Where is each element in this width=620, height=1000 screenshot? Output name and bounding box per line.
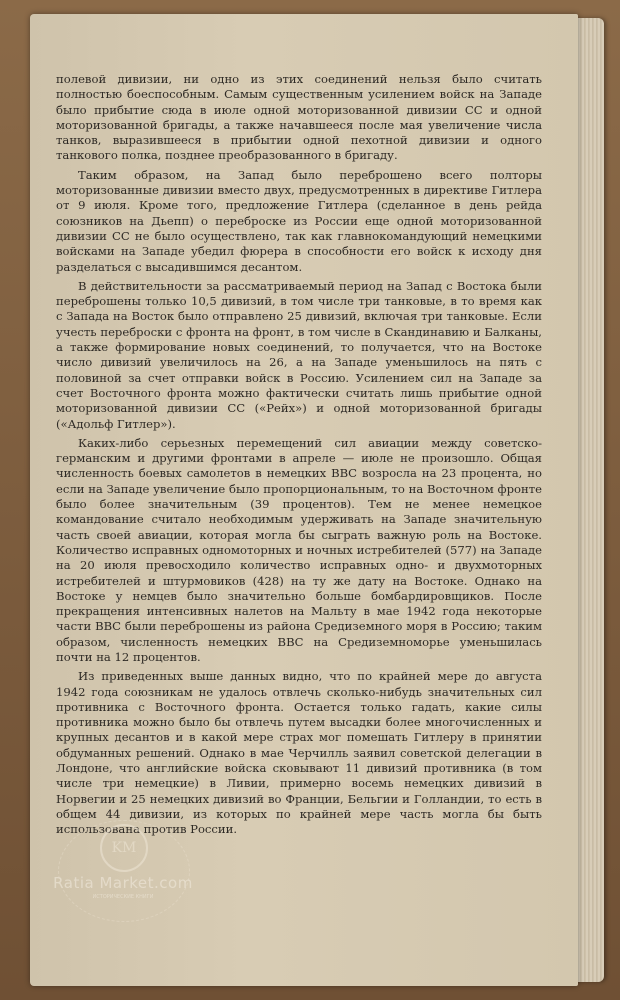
watermark: [48, 820, 198, 930]
paragraph-1: полевой дивизии, ни одно из этих соединений нельзя было считать полностью боеспособным. Самым существенным усилением войск на Западе было прибытие сюда в июле одной моторизованной дивизии СС и одной моторизованной бригады, а также начавшееся после мая увеличение числа танков, выразившееся в прибытии одной пехотной дивизии и одного танкового полка, позднее преобразованного в бригаду.: [56, 72, 542, 163]
page-text: [56, 72, 542, 842]
paragraph-2: Таким образом, на Запад было переброшено всего полторы моторизованные дивизии вместо двух, предусмотренных в директиве Гитлера от 9 июля. Кроме того, предложение Гитлера (сделанное в день рейда союзников на Дьепп) о переброске из России еще одной моторизованной дивизии СС не было осуществлено, так как главнокомандующий немецкими войсками на Западе убедил фюрера в способности его войск к исходу дня разделаться с высадившимся десантом.: [56, 167, 542, 274]
paragraph-3: В действительности за рассматриваемый период на Запад с Востока были переброшены только 10,5 дивизий, в том числе три танковые, в то время как с Запада на Восток было отправлено 25 дивизий, включая три танковые. Если учесть переброски с фронта на фронт, в том числе в Скандинавию и Балканы, а также формирование новых соединений, то получается, что на Востоке число дивизий увеличилось на 26, а на Западе уменьшилось на пять с половиной за счет отправки войск в Россию. Усилением сил на Западе за счет Восточного фронта можно фактически считать лишь прибытие одной моторизованной дивизии СС («Рейх») и одной моторизованной бригады («Адольф Гитлер»).: [56, 278, 542, 431]
watermark-logo-icon: KM: [100, 824, 148, 872]
watermark-name: Ratia Market.com: [53, 874, 193, 892]
paragraph-4: Каких-либо серьезных перемещений сил авиации между советско-германским и другими фронтами в апреле — июле не произошло. Общая численность боевых самолетов в немецких ВВС возросла на 23 процента, но если на Западе увеличение было пропорциональным, то на Восточном фронте было более значительным (39 процентов). Тем не менее немецкое командование считало необходимым удерживать на Западе значительную часть своей авиации, которая могла бы сыграть важную роль на Востоке. Количество исправных одномоторных и ночных истребителей (577) на Западе на 20 июля превосходило количество исправных одно- и двухмоторных истребителей и штурмовиков (428) на ту же дату на Востоке. Однако на Востоке у немцев было значительно больше бомбардировщиков. После прекращения интенсивных налетов на Мальту в мае 1942 года некоторые части ВВС были переброшены из района Средиземного моря в Россию; таким образом, численность немецких ВВС на Средиземноморье уменьшилась почти на 12 процентов.: [56, 435, 542, 664]
watermark-tagline: ИСТОРИЧЕСКИЕ КНИГИ: [92, 894, 154, 900]
paragraph-5: Из приведенных выше данных видно, что по крайней мере до августа 1942 года союзникам не удалось отвлечь сколько-нибудь значительных сил противника с Восточного фронта. Остается только гадать, какие силы противника можно было бы отвлечь путем высадки более многочисленных и крупных десантов и в какой мере страх мог помешать Гитлеру в принятии обдуманных решений. Однако в мае Черчилль заявил советской делегации в Лондоне, что английские войска сковывают 11 дивизий противника (в том числе три немецкие) в Ливии, примерно восемь немецких дивизий в Норвегии и 25 немецких дивизий во Франции, Бельгии и Голландии, то есть в общем 44 дивизии, из которых по крайней мере часть могла бы быть использована против России.: [56, 669, 542, 837]
